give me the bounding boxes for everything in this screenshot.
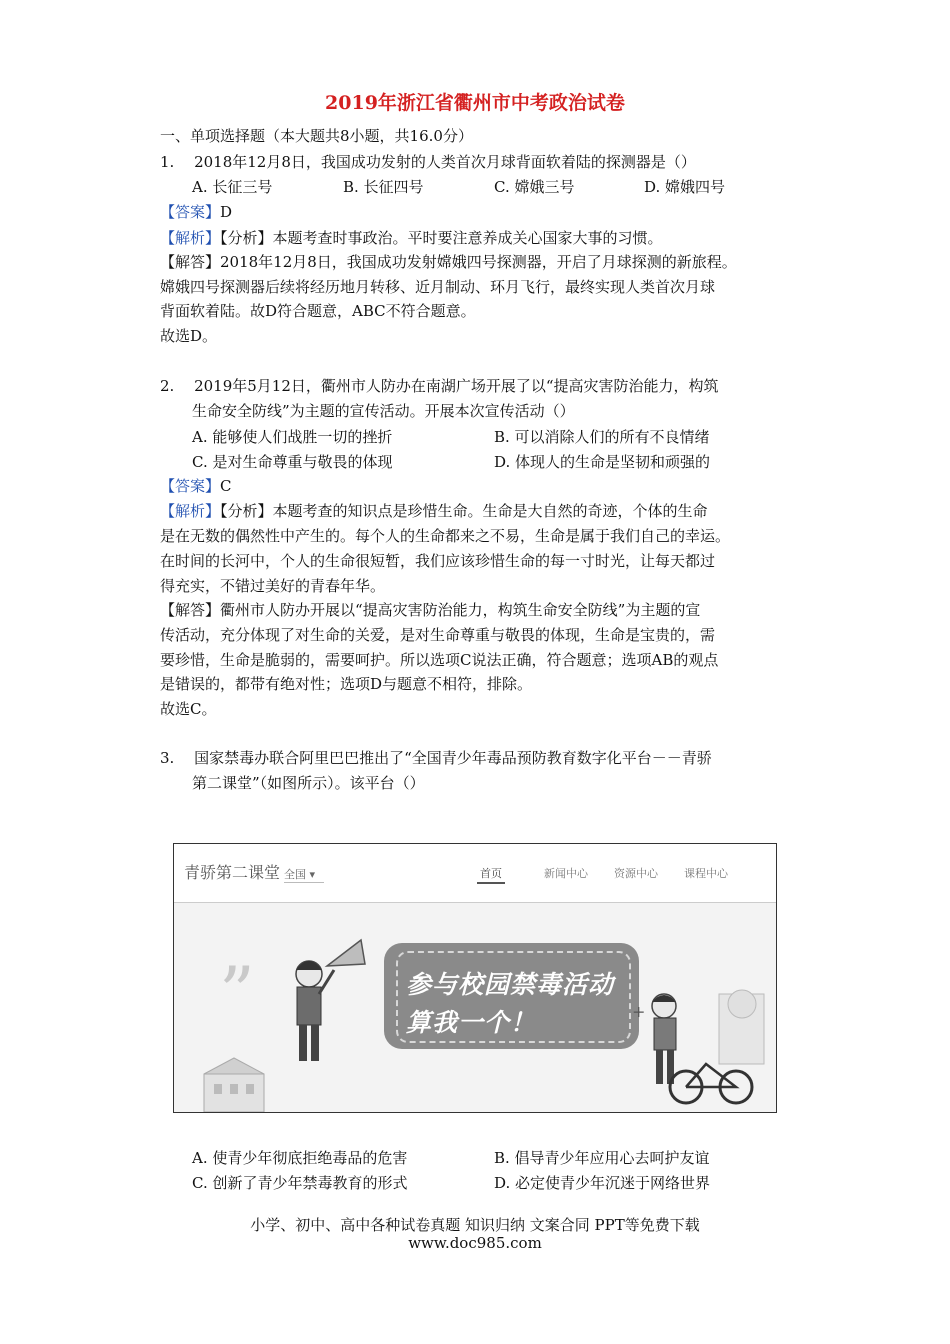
q2-option-b: B. 可以消除人们的所有不良情绪 (494, 428, 710, 446)
q2-solution-line: 故选C。 (160, 700, 217, 718)
q1-answer (160, 202, 232, 222)
q1-solution-line: 【解答】2018年12月8日，我国成功发射嫦娥四号探测器，开启了月球探测的新旅程。 (160, 253, 737, 271)
figure-logo: 青骄第二课堂 (184, 863, 281, 882)
q2-solution-line: 是错误的，都带有绝对性；选项D与题意不相符，排除。 (160, 675, 533, 693)
footer-promo-text: 小学、初中、高中各种试卷真题 知识归纳 文案合同 PPT等免费下载 (250, 1216, 700, 1234)
q3-stem-line: 3. 国家禁毒办联合阿里巴巴推出了“全国青少年毒品预防教育数字化平台－－青骄 (160, 749, 712, 767)
q2-option-c: C. 是对生命尊重与敬畏的体现 (192, 453, 393, 471)
student-megaphone-illustration (279, 926, 369, 1076)
analysis-tag: 【解析】 (160, 229, 221, 247)
answer-tag: 【答案】 (160, 477, 221, 495)
q2-solution-line: 传活动，充分体现了对生命的关爱，是对生命尊重与敬畏的体现，生命是宝贵的，需 (160, 626, 716, 644)
figure-tab-courses: 课程中心 (684, 867, 728, 880)
section-heading: 一、单项选择题（本大题共8小题，共16.0分） (160, 127, 473, 145)
q1-solution-line: 嫦娥四号探测器后续将经历地月转移、近月制动、环月飞行，最终实现人类首次月球 (160, 278, 716, 296)
page-title: 2019年浙江省衢州市中考政治试卷 (325, 92, 625, 114)
quote-mark-icon: ” (219, 952, 255, 1034)
q1-option-c: C. 嫦娥三号 (494, 178, 575, 196)
plus-icon: + (632, 1002, 646, 1021)
school-building-illustration (199, 1054, 269, 1112)
q1-option-b: B. 长征四号 (343, 178, 424, 196)
analysis-text: 【分析】本题考查的知识点是珍惜生命。生命是大自然的奇迹，个体的生命 (220, 502, 708, 520)
answer-value: C (220, 477, 232, 495)
q1-solution-line: 故选D。 (160, 327, 218, 345)
q2-stem-line: 生命安全防线”为主题的宣传活动。开展本次宣传活动（） (192, 402, 575, 420)
q1-stem: 1. 2018年12月8日，我国成功发射的人类首次月球背面软着陆的探测器是（） (160, 153, 696, 171)
banner-headline: 参与校园禁毒活动 (406, 970, 615, 999)
chevron-down-icon: ▾ (309, 868, 316, 881)
figure-region-select (284, 866, 324, 883)
q2-solution-line: 【解答】衢州市人防办开展以“提高灾害防治能力，构筑生命安全防线”为主题的宣 (160, 601, 701, 619)
figure-nav-bar (174, 844, 776, 903)
q2-stem-line: 2. 2019年5月12日，衢州市人防办在南湖广场开展了以“提高灾害防治能力，构筑 (160, 377, 719, 395)
figure-tab-news: 新闻中心 (544, 867, 588, 880)
q1-option-a: A. 长征三号 (192, 178, 273, 196)
q2-analysis-line: 是在无数的偶然性中产生的。每个人的生命都来之不易，生命是属于我们自己的幸运。 (160, 527, 731, 545)
q3-figure-screenshot (173, 843, 777, 1113)
q2-analysis-line: 在时间的长河中，个人的生命很短暂，我们应该珍惜生命的每一寸时光，让每天都过 (160, 552, 716, 570)
q2-analysis (160, 501, 708, 521)
q3-stem-line: 第二课堂”（如图所示）。该平台（） (192, 774, 425, 792)
footer-url[interactable]: www.doc985.com (408, 1234, 542, 1252)
analysis-tag: 【解析】 (160, 502, 221, 520)
q1-option-d: D. 嫦娥四号 (644, 178, 726, 196)
q1-analysis (160, 228, 663, 248)
q2-option-d: D. 体现人的生命是坚韧和顽强的 (494, 453, 711, 471)
q2-option-a: A. 能够使人们战胜一切的挫折 (192, 428, 393, 446)
banner-subline: 算我一个！ (406, 1008, 537, 1037)
q2-answer (160, 476, 232, 496)
q2-solution-line: 要珍惜，生命是脆弱的，需要呵护。所以选项C说法正确，符合题意；选项AB的观点 (160, 651, 719, 669)
q3-option-a: A. 使青少年彻底拒绝毒品的危害 (192, 1149, 408, 1167)
answer-tag: 【答案】 (160, 203, 221, 221)
q1-solution-line: 背面软着陆。故D符合题意，ABC不符合题意。 (160, 302, 476, 320)
figure-tab-underline (477, 882, 505, 884)
figure-tab-home: 首页 (480, 867, 502, 880)
figure-region-label: 全国 (284, 868, 306, 881)
q3-option-c: C. 创新了青少年禁毒教育的形式 (192, 1174, 408, 1192)
q2-analysis-line: 得充实，不错过美好的青春年华。 (160, 577, 386, 595)
q3-option-b: B. 倡导青少年应用心去呵护友谊 (494, 1149, 710, 1167)
figure-tab-resources: 资源中心 (614, 867, 658, 880)
promo-banner (384, 943, 639, 1049)
analysis-text: 【分析】本题考查时事政治。平时要注意养成关心国家大事的习惯。 (220, 229, 663, 247)
answer-value: D (220, 203, 233, 221)
student-bicycle-illustration (644, 984, 769, 1109)
q3-option-d: D. 必定使青少年沉迷于网络世界 (494, 1174, 711, 1192)
